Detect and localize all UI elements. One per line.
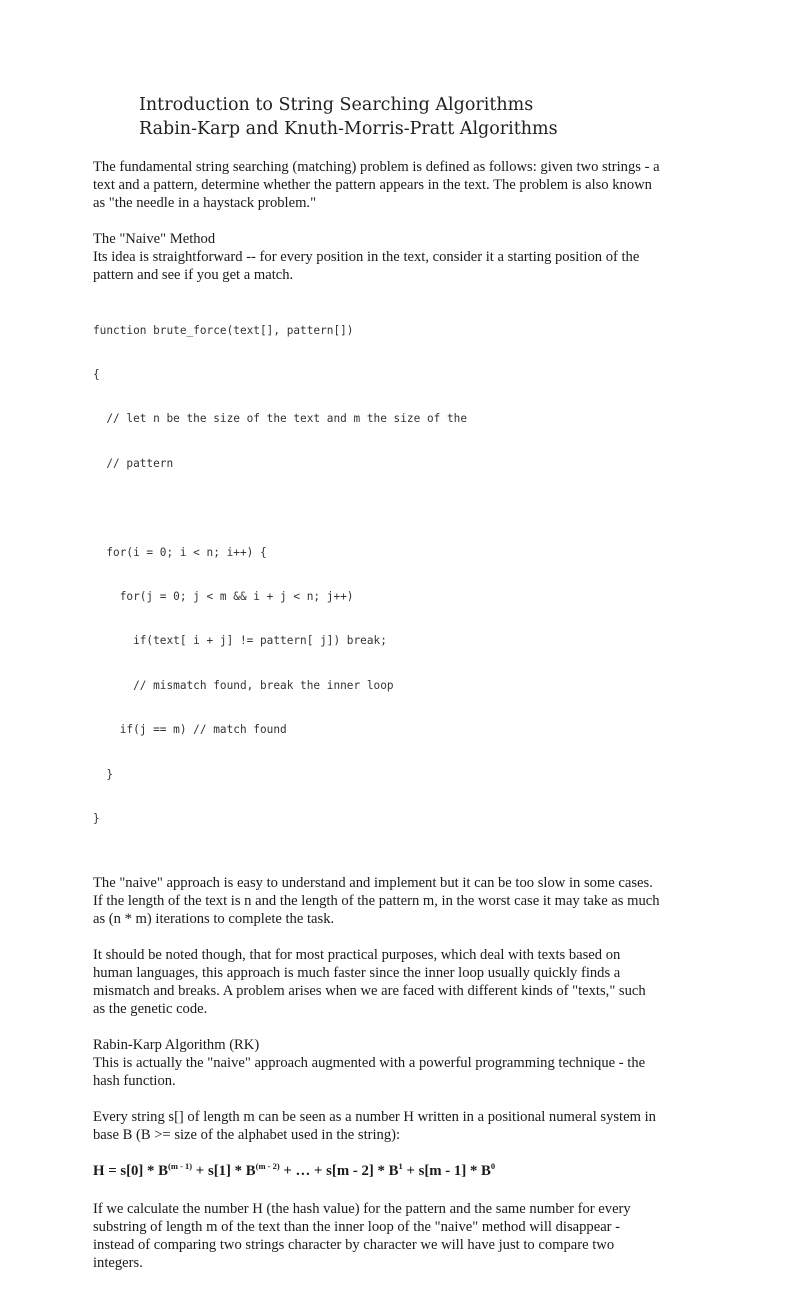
formula-part: + s[1] * B bbox=[192, 1163, 256, 1180]
code-line: } bbox=[93, 811, 100, 825]
code-line: // mismatch found, break the inner loop bbox=[93, 678, 394, 692]
text-line: The fundamental string searching (matching) problem is defined as follows: given two strings - a bbox=[93, 159, 660, 175]
text-line: hash function. bbox=[93, 1073, 176, 1090]
text-line: text and a pattern, determine whether the pattern appears in the text. The problem is also known bbox=[93, 177, 652, 193]
positional-number-paragraph bbox=[93, 1108, 708, 1144]
rabin-karp-paragraph bbox=[93, 1036, 708, 1090]
code-line: // let n be the size of the text and m the size of the bbox=[93, 412, 468, 426]
document-body bbox=[93, 158, 708, 1290]
title-line-1: Introduction to String Searching Algorithms bbox=[139, 95, 534, 115]
text-line: as (n * m) iterations to complete the task. bbox=[93, 911, 335, 928]
naive-practical-paragraph bbox=[93, 946, 708, 1018]
naive-complexity-paragraph bbox=[93, 874, 708, 928]
text-line: base B (B >= size of the alphabet used in the string): bbox=[93, 1127, 401, 1144]
text-line: substring of length m of the text than the inner loop of the "naive" method will disappear - bbox=[93, 1219, 621, 1236]
code-line: for(i = 0; i < n; i++) { bbox=[93, 545, 267, 559]
document-title bbox=[139, 93, 558, 141]
text-line: instead of comparing two strings character by character we will have just to compare two bbox=[93, 1237, 615, 1254]
code-line: for(j = 0; j < m && i + j < n; j++) bbox=[93, 589, 354, 603]
text-line: It should be noted though, that for most practical purposes, which deal with texts based on bbox=[93, 947, 621, 964]
hash-value-paragraph bbox=[93, 1200, 708, 1272]
code-line: function brute_force(text[], pattern[]) bbox=[93, 323, 354, 337]
formula-part: + … + s[m - 2] * B bbox=[279, 1163, 399, 1180]
formula-part: H = s[0] * B bbox=[93, 1163, 169, 1180]
code-line: if(text[ i + j] != pattern[ j]) break; bbox=[93, 634, 387, 648]
formula-exponent: (m - 2) bbox=[255, 1161, 280, 1172]
intro-paragraph bbox=[93, 158, 708, 212]
code-line: } bbox=[93, 767, 114, 781]
section-heading-rabin-karp: Rabin-Karp Algorithm (RK) bbox=[93, 1037, 260, 1054]
title-line-2: Rabin-Karp and Knuth-Morris-Pratt Algorithms bbox=[139, 119, 558, 139]
text-line: mismatch and breaks. A problem arises when we are faced with different kinds of "texts," such bbox=[93, 983, 646, 1000]
formula-exponent: 1 bbox=[398, 1161, 403, 1172]
text-line: The "naive" approach is easy to understand and implement but it can be too slow in some cases. bbox=[93, 875, 653, 892]
code-line bbox=[93, 501, 708, 516]
text-line: If the length of the text is n and the length of the pattern m, in the worst case it may take as much bbox=[93, 893, 660, 910]
formula-part: + s[m - 1] * B bbox=[402, 1163, 491, 1180]
text-line: This is actually the "naive" approach augmented with a powerful programming technique - the bbox=[93, 1055, 646, 1072]
text-line: as "the needle in a haystack problem." bbox=[93, 195, 317, 211]
formula-exponent: 0 bbox=[490, 1161, 496, 1172]
section-heading-naive: The "Naive" Method bbox=[93, 231, 216, 247]
text-line: Every string s[] of length m can be seen as a number H written in a positional numeral system in bbox=[93, 1109, 656, 1126]
text-line: human languages, this approach is much faster since the inner loop usually quickly finds a bbox=[93, 965, 621, 982]
text-line: Its idea is straightforward -- for every position in the text, consider it a starting position of the bbox=[93, 249, 640, 265]
code-block-brute-force bbox=[93, 294, 708, 856]
code-line: // pattern bbox=[93, 456, 174, 470]
naive-method-paragraph bbox=[93, 230, 708, 284]
text-line: integers. bbox=[93, 1255, 143, 1272]
code-line: { bbox=[93, 367, 100, 381]
text-line: as the genetic code. bbox=[93, 1001, 208, 1018]
text-line: pattern and see if you get a match. bbox=[93, 267, 294, 283]
formula-exponent: (m - 1) bbox=[168, 1161, 193, 1172]
hash-formula bbox=[93, 1162, 708, 1180]
code-line: if(j == m) // match found bbox=[93, 723, 287, 737]
text-line: If we calculate the number H (the hash value) for the pattern and the same number for every bbox=[93, 1201, 631, 1218]
